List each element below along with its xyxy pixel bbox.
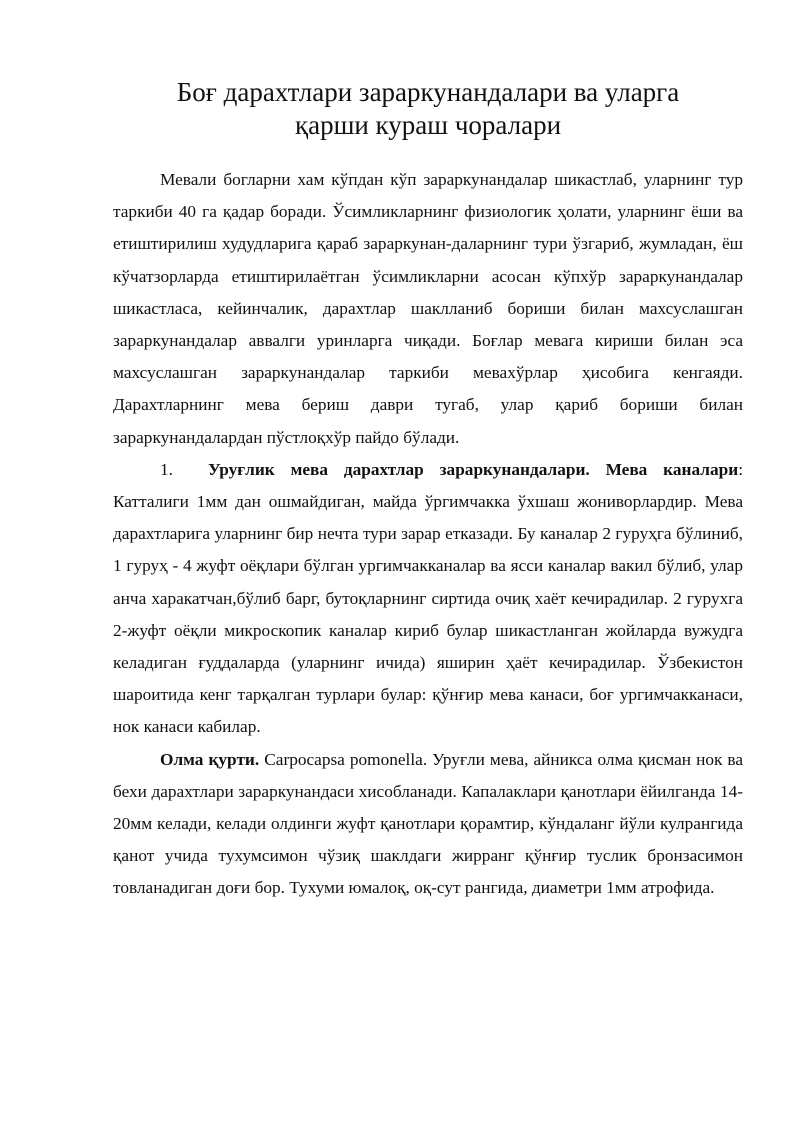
document-title: [113, 76, 743, 142]
document-page: [113, 76, 743, 905]
section-heading-codling-moth: Олма қурти.: [160, 749, 260, 769]
heading-colon: :: [738, 459, 743, 479]
section-heading-fruit-mites: Уруғлик мева дарахтлар зараркунандалари. Мева каналари: [208, 459, 739, 479]
list-item-1: [113, 454, 743, 744]
codling-moth-text: Carpocapsa pomonella. Уруғли мева, айникса олма қисман нок ва бехи дарахтлари зараркунандаси хисобланади. Капалаклари қанотлари ёйилганда 14-20мм келади, келади олдинги жуфт қанотлари қорамтир, кўндаланг йўли кулрангида қанот учида тухумсимон чўзиқ шаклдаги жирранг қўнғир туслик бронзасимон товланадиган доғи бор. Тухуми юмалоқ, оқ-сут рангида, диаметри 1мм атрофида.: [113, 749, 743, 898]
title-line-1: Боғ дарахтлари зараркунандалари ва уларга: [176, 77, 680, 107]
fruit-mites-text: Катталиги 1мм дан ошмайдиган, майда ўргимчакка ўхшаш жониворлардир. Мева дарахтларига уларнинг бир нечта тури зарар етказади. Бу каналар 2 гуруҳга бўлиниб, 1 гуруҳ - 4 жуфт оёқлари бўлган ургимчакканалар ва ясси каналар вакил бўлиб, улар анча харакатчан,бўлиб барг, бутоқларнинг сиртида очиқ хаёт кечирадилар. 2 гурухга 2-жуфт оёқли микроскопик каналар кириб булар шикастланган жойларда вужудга келадиган ғуддаларда (уларнинг ичида) яширин ҳаёт кечирадилар. Ўзбекистон шароитида кенг тарқалган турлари булар: қўнғир мева канаси, боғ ургимчакканаси, нок канаси кабилар.: [113, 492, 743, 737]
title-line-2: қарши кураш чоралари: [294, 110, 562, 140]
intro-paragraph: Мевали богларни хам кўпдан кўп зараркунандалар шикастлаб, уларнинг тур таркиби 40 га қадар боради. Ўсимликларнинг физиологик ҳолати, уларнинг ёши ва етиштирилиш худудларига қараб зараркунан-даларнинг тури ўзгариб, жумладан, ёш кўчатзорларда етиштирилаётган ўсимликларни асосан кўпхўр зараркунандалар шикастласа, кейинчалик, дарахтлар шаклланиб бориши билан махсуслашган зараркунандалар аввалги уринларга чиқади. Боғлар мевага кириши билан эса махсуслашган зараркунандалар таркиби мевахўрлар ҳисобига кенгаяди. Дарахтларнинг мева бериш даври тугаб, улар қариб бориши билан зараркунандалардан пўстлоқхўр пайдо бўлади.: [113, 170, 743, 447]
list-number: 1.: [160, 459, 173, 479]
codling-moth-paragraph: [113, 744, 743, 905]
